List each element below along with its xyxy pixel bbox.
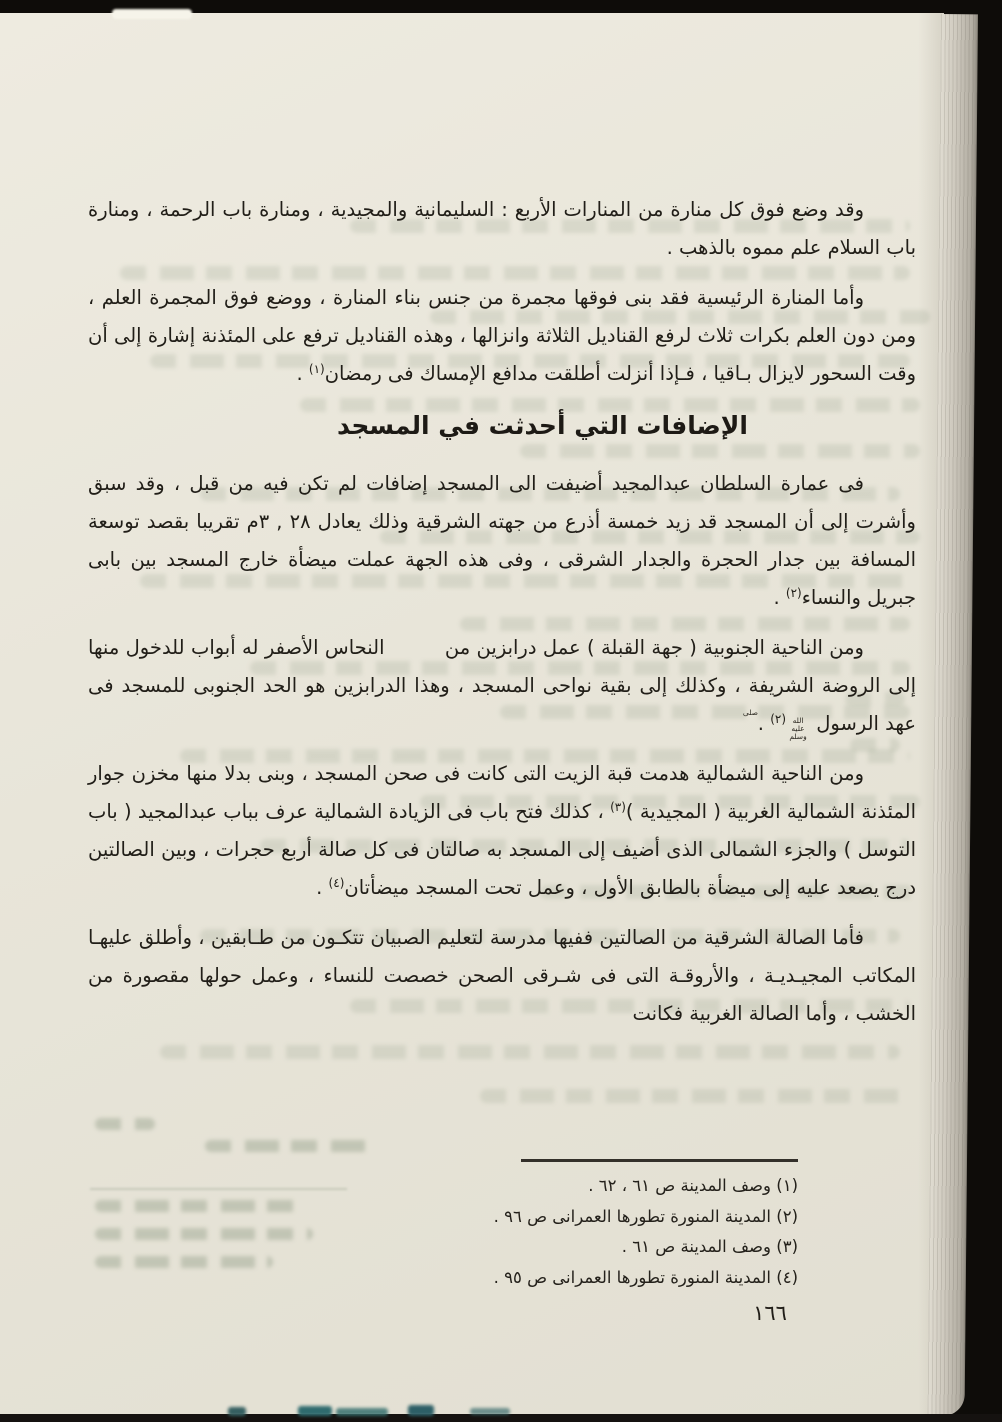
footnote-item: (١) وصف المدينة ص ٦١ ، ٦٢ .	[588, 1176, 798, 1195]
body-paragraph: وأما المنارة الرئيسية فقد بنى فوقها مجمرة من جنس بناء المنارة ، ووضع فوق المجمرة العلم ، ومن دون العلم بكرات ثلاث لرفع القناديل الثلاثة وانزالها ، وهذه القناديل ترفع على المئذنة إشارة إلى أن وقت السحور لايزال بـاقيا ، فـإذا أنزلت أطلقت مدافع الإمساك فى رمضان$^{(١)}$ .	[88, 286, 916, 385]
footnote-item: (٣) وصف المدينة ص ٦١ .	[621, 1237, 798, 1256]
section-paragraphs-top	[88, 191, 916, 393]
photo-bottom-gap	[0, 1414, 1002, 1422]
body-paragraph: ومن الناحية الجنوبية ( جهة القبلة ) عمل درابزين من النحاس الأصفر له أبواب للدخول منها إلى الروضة الشريفة ، وكذلك إلى بقية نواحى المسجد ، وهذا الدرابزين هو الحد الجنوبى للمسجد فى عهد الرسول صلى الله عليه وسلم$^{(٢)}$ .	[88, 636, 916, 741]
footnote-item: (٢) المدينة المنورة تطورها العمرانى ص ٩٦ .	[493, 1206, 798, 1226]
bottom-bleed-mark	[228, 1407, 246, 1416]
footnote-marker: (٣)	[610, 800, 626, 814]
bottom-bleed-mark	[298, 1406, 332, 1416]
body-paragraph: فأما الصالة الشرقية من الصالتين ففيها مدرسة لتعليم الصبيان تتكـون من طـابقين ، وأطلق عليهـا المكاتب المجيـديـة ، والأروقـة التى فى شـرقى الصحن خصصت للنساء ، وعمل حولها مقصورة من الخشب ، وأما الصالة الغربية فكانت	[88, 926, 916, 1025]
footnote-marker: (٤)	[328, 876, 345, 890]
bottom-bleed-mark	[408, 1405, 434, 1416]
bleed-through-ghost-line	[160, 1045, 900, 1059]
bleed-through-ghost-line	[480, 1089, 910, 1103]
prophet-honorific-mark: صلى الله عليه وسلم	[742, 707, 807, 741]
book-page	[0, 13, 944, 1414]
paper-edge-highlight	[112, 9, 192, 19]
footnote-marker: (١)	[308, 362, 325, 376]
page-text-column	[88, 191, 916, 1033]
footnotes-block	[88, 1159, 798, 1293]
footnote-separator-rule	[521, 1159, 798, 1162]
footnote-marker: (٢)	[770, 712, 787, 726]
footnote-list	[88, 1171, 798, 1293]
body-paragraph: ومن الناحية الشمالية هدمت قبة الزيت التى كانت فى صحن المسجد ، وبنى بدلا منها مخزن جوار المئذنة الشمالية الغربية ( المجيدية )$^{(٣)}$ ، كذلك فتح باب فى الزيادة الشمالية عرف بباب عبدالمجيد ( باب التوسل ) والجزء الشمالى الذى أضيف إلى المسجد به صالتان فى كل صالة أربع حجرات ، وبين الصالتين درج يصعد عليه إلى ميضأة بالطابق الأول ، وعمل تحت المسجد ميضأتان$^{(٤)}$ .	[88, 762, 917, 899]
bottom-bleed-mark	[336, 1408, 388, 1416]
section-heading: الإضافات التي أحدثت في المسجد	[336, 411, 748, 440]
body-paragraph: فى عمارة السلطان عبدالمجيد أضيفت الى المسجد إضافات لم تكن فيه من قبل ، وقد سبق وأشرت إلى أن المسجد قد زيد خمسة أذرع من جهته الشرقية وذلك يعادل ٢٨ , ٣م تقريبا بقصد توسعة المسافة بين جدار الحجرة والجدار الشرقى ، وفى هذه الجهة عملت ميضأة خارج المسجد بين بابى جبريل والنساء$^{(٢)}$ .	[88, 472, 916, 609]
bleed-through-ghost-line	[95, 1118, 155, 1130]
footnote-marker: (٢)	[785, 586, 802, 600]
body-paragraph: وقد وضع فوق كل منارة من المنارات الأربع : السليمانية والمجيدية ، ومنارة باب الرحمة ، ومنارة باب السلام علم مموه بالذهب .	[88, 198, 916, 259]
bleed-through-ghost-line	[205, 1140, 370, 1152]
bottom-bleed-mark	[470, 1408, 510, 1415]
page-number: ١٦٦	[753, 1301, 787, 1325]
section-paragraphs-main	[88, 465, 916, 1033]
footnote-item: (٤) المدينة المنورة تطورها العمرانى ص ٩٥ .	[493, 1267, 798, 1287]
